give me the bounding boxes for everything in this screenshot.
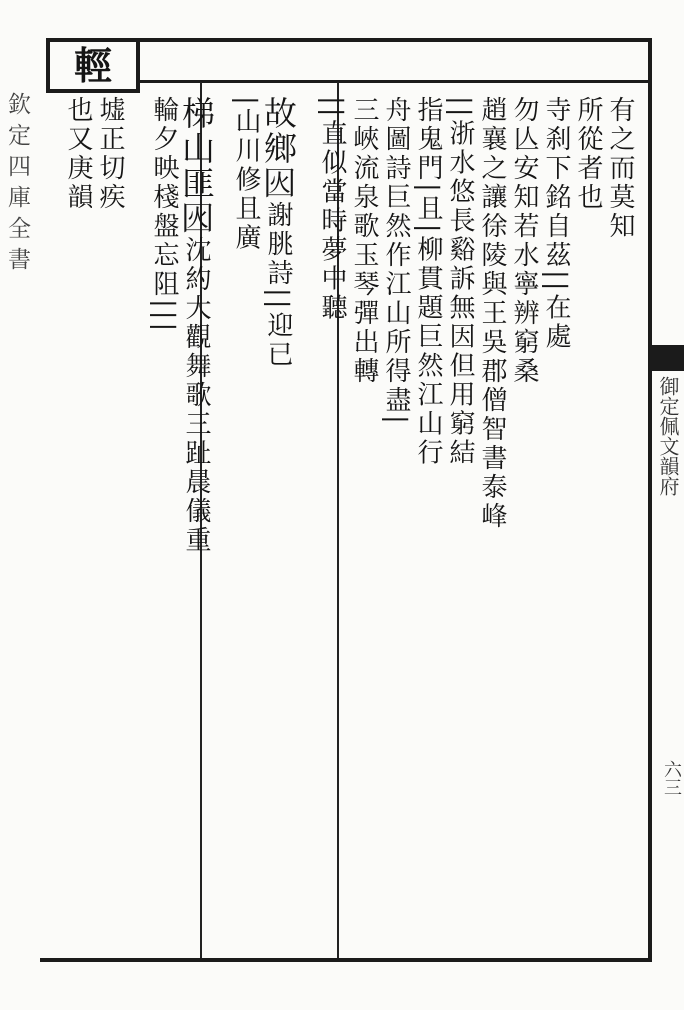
text-column bbox=[508, 96, 540, 386]
text-column bbox=[572, 96, 604, 212]
column-text: ||直似當時夢中聽 bbox=[317, 96, 347, 323]
column-text: ||浙水悠長谿訴無因但用窮結 bbox=[445, 96, 475, 468]
column-text: 所從者也 bbox=[573, 96, 603, 212]
spine-right-title: 御定佩文韻府 bbox=[656, 376, 680, 496]
column-text: 謝朓詩||迎已 bbox=[263, 201, 293, 370]
text-column bbox=[412, 96, 444, 468]
text-column bbox=[604, 96, 636, 241]
headword: 𡇂 bbox=[177, 201, 216, 236]
column-text: 趙襄之讓徐陵與王吳郡僧智書泰峰 bbox=[477, 96, 507, 531]
headword: 匪 bbox=[177, 166, 216, 201]
text-column bbox=[230, 96, 262, 253]
text-column bbox=[444, 96, 476, 468]
page-number: 六三 bbox=[661, 760, 682, 796]
column-text: 輪夕映棧盤忘阻||| bbox=[149, 96, 179, 335]
frame-inner-top-border bbox=[140, 80, 650, 83]
column-text: 指鬼門|且|柳貫題巨然江山行 bbox=[413, 96, 443, 468]
spine-right-marker bbox=[652, 345, 684, 371]
header-character: 輕 bbox=[73, 43, 112, 88]
text-column bbox=[94, 96, 126, 212]
headword: 𡇂 bbox=[259, 166, 298, 201]
column-text: 舟圖詩巨然作江山所得盡| bbox=[381, 96, 411, 427]
column-text: 三峽流泉歌玉琴彈出轉 bbox=[349, 96, 379, 386]
headword: 故鄉 bbox=[259, 96, 298, 166]
column-text: 墟正切疾 bbox=[95, 96, 125, 212]
spine-left-title: 欽定四庫全書 bbox=[4, 92, 30, 278]
text-column bbox=[476, 96, 508, 531]
column-text: 寺刹下銘自茲||在處 bbox=[541, 96, 571, 352]
text-column bbox=[380, 96, 412, 427]
text-column bbox=[62, 96, 94, 212]
frame-right-border bbox=[648, 38, 652, 962]
headword: 梯山 bbox=[177, 96, 216, 166]
text-column bbox=[259, 96, 298, 370]
text-column bbox=[148, 96, 180, 334]
frame-bottom-border bbox=[40, 958, 651, 962]
column-text: 沈約大觀舞歌三趾晨儀重 bbox=[181, 236, 211, 555]
column-text: 也又庚韻 bbox=[63, 96, 93, 212]
text-column bbox=[177, 96, 216, 555]
column-text: 勿亾安知若水寧辨窮桑 bbox=[509, 96, 539, 386]
text-column bbox=[316, 96, 348, 323]
text-column bbox=[348, 96, 380, 386]
text-column bbox=[540, 96, 572, 352]
column-text: 有之而莫知 bbox=[605, 96, 635, 241]
column-text: |山川修且廣 bbox=[231, 96, 261, 253]
